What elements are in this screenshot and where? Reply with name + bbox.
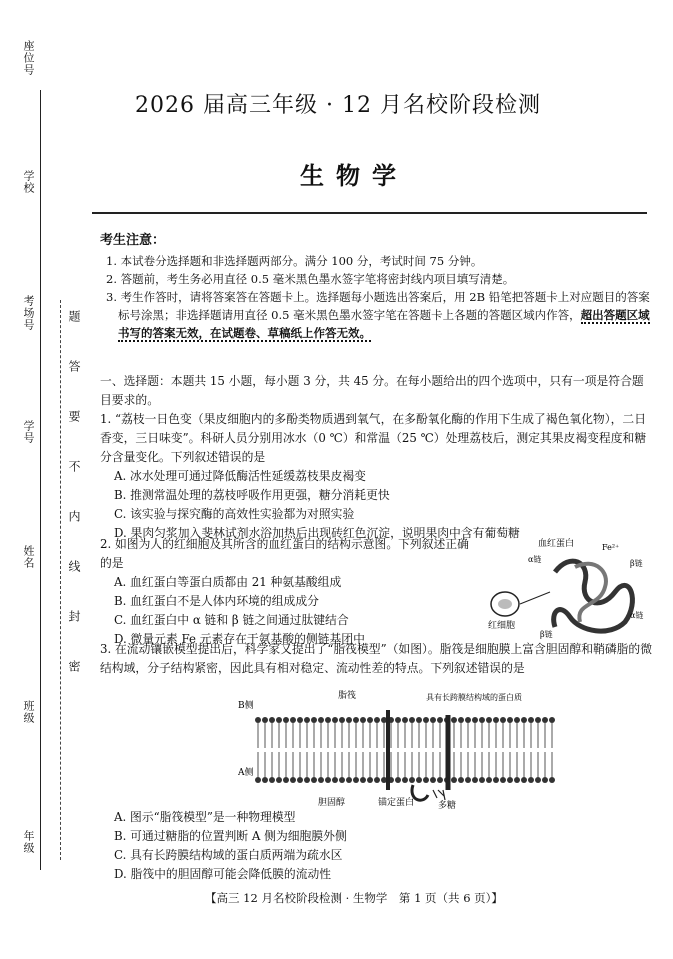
notes-heading: 考生注意： (100, 233, 166, 248)
lipid-head (262, 777, 268, 783)
question-3-options (100, 808, 655, 884)
lipid-head (521, 777, 527, 783)
lipid-head (402, 717, 408, 723)
lipid-head (255, 717, 261, 723)
binding-line (40, 90, 41, 870)
zoom-line (520, 592, 550, 604)
beta-chain-label: β链 (630, 559, 643, 568)
lipid-head (297, 777, 303, 783)
seal-word: 要 (67, 410, 81, 422)
seal-word: 封 (67, 610, 81, 622)
lipid-head (416, 717, 422, 723)
option-d: D. 脂筏中的胆固醇可能会降低膜的流动性 (114, 867, 332, 881)
option-d: D. 果肉匀浆加入斐林试剂水浴加热后出现砖红色沉淀，说明果肉中含有葡萄糖 (114, 526, 520, 540)
seal-word: 不 (67, 460, 81, 472)
lipid-head (325, 777, 331, 783)
question-stem: 3. 在流动镶嵌模型提出后，科学家又提出了“脂筏模型”（如图）。脂筏是细胞膜上富含胆固醇和鞘磷脂的微结构域，分子结构紧密，因此具有相对稳定、流动性差的特点。下列叙述错误的是 (100, 642, 653, 675)
lipid-head (528, 777, 534, 783)
lipid-head (353, 777, 359, 783)
protein-chain (575, 564, 606, 622)
raft-label: 脂筏 (338, 691, 357, 701)
lipid-head (472, 777, 478, 783)
alpha-chain-label: α链 (630, 611, 644, 620)
lipid-head (479, 777, 485, 783)
lipid-head (486, 777, 492, 783)
lipid-head (360, 717, 366, 723)
lipid-head (514, 717, 520, 723)
lipid-head (283, 777, 289, 783)
lipid-head (269, 717, 275, 723)
lipid-head (493, 717, 499, 723)
lipid-head (500, 777, 506, 783)
option-c: C. 血红蛋白中 α 链和 β 链之间通过肽键结合 (114, 613, 349, 627)
lipid-head (290, 717, 296, 723)
page-footer: 【高三 12 月名校阶段检测 · 生物学 第 1 页（共 6 页）】 (205, 891, 503, 905)
option-b: B. 血红蛋白不是人体内环境的组成成分 (114, 594, 319, 608)
note-item: 1. 本试卷分选择题和非选择题两部分。满分 100 分，考试时间 75 分钟。 (106, 254, 483, 268)
option-b: B. 推测常温处理的荔枝呼吸作用更强，糖分消耗更快 (114, 488, 390, 502)
question-stem: 1. “荔枝一日色变（果皮细胞内的多酚类物质遇到氧气，在多酚氧化酶的作用下生成了褐色氧化物），二日香变，三日味变”。科研人员分别用冰水（0 ℃）和常温（25 ℃）处理荔枝后，测定其果皮褐变程度和糖分含量变化。下列叙述错误的是 (100, 412, 647, 464)
lipid-head (318, 777, 324, 783)
lipid-head (542, 777, 548, 783)
lipid-head (346, 717, 352, 723)
lipid-head (437, 717, 443, 723)
section-heading (100, 372, 655, 410)
lipid-head (339, 777, 345, 783)
grade-label: 年级 (22, 830, 35, 854)
lipid-head (311, 777, 317, 783)
lipid-head (514, 777, 520, 783)
option-a: A. 血红蛋白等蛋白质都由 21 种氨基酸组成 (114, 575, 342, 589)
seal-word: 答 (67, 360, 81, 372)
lipid-head (374, 717, 380, 723)
lipid-bilayer (255, 717, 555, 783)
option-b: B. 可通过糖脂的位置判断 A 侧为细胞膜外侧 (114, 829, 347, 843)
lipid-head (437, 777, 443, 783)
lipid-head (430, 717, 436, 723)
lipid-head (290, 777, 296, 783)
binding-strip (0, 0, 92, 959)
option-a: A. 图示“脂筏模型”是一种物理模型 (114, 810, 296, 824)
lipid-head (458, 777, 464, 783)
lipid-head (486, 717, 492, 723)
hemoglobin-label: 血红蛋白 (538, 539, 575, 549)
number-label: 学号 (22, 420, 35, 444)
rbc-label: 红细胞 (488, 621, 516, 631)
exam-room-label: 考场号 (22, 295, 35, 331)
class-label: 班级 (22, 700, 35, 724)
option-a: A. 冰水处理可通过降低酶活性延缓荔枝果皮褐变 (114, 469, 366, 483)
lipid-head (465, 717, 471, 723)
lipid-head (360, 777, 366, 783)
lipid-head (395, 717, 401, 723)
lipid-head (332, 777, 338, 783)
lipid-head (507, 717, 513, 723)
lipid-head (451, 717, 457, 723)
question-2 (100, 535, 480, 649)
cholesterol-label: 胆固醇 (318, 798, 346, 808)
alpha-chain-label: α链 (528, 555, 542, 564)
beta-chain-label: β链 (540, 630, 553, 639)
lipid-head (535, 777, 541, 783)
note-item: 2. 答题前，考生务必用直径 0.5 毫米黑色墨水签字笔将密封线内项目填写清楚。 (106, 272, 515, 286)
lipid-head (318, 717, 324, 723)
lipid-head (332, 717, 338, 723)
lipid-head (535, 717, 541, 723)
red-blood-cell-center (498, 599, 512, 609)
lipid-head (528, 717, 534, 723)
polysaccharide-label: 多糖 (438, 801, 457, 810)
lipid-head (458, 717, 464, 723)
lipid-head (395, 777, 401, 783)
hemoglobin-figure (480, 532, 655, 647)
lipid-head (339, 717, 345, 723)
lipid-head (549, 717, 555, 723)
subject-title: 生物学 (300, 161, 408, 190)
lipid-head (269, 777, 275, 783)
lipid-head (423, 717, 429, 723)
section-text: 一、选择题：本题共 15 小题，每小题 3 分，共 45 分。在每小题给出的四个选项中，只有一项是符合题目要求的。 (100, 374, 644, 407)
option-c: C. 具有长跨膜结构域的蛋白质两端为疏水区 (114, 848, 343, 862)
seal-word: 内 (67, 510, 81, 522)
lipid-head (353, 717, 359, 723)
exam-notes (100, 232, 655, 342)
option-d: D. 微量元素 Fe 元素存在于氨基酸的侧链基团中 (114, 632, 365, 646)
lipid-head (283, 717, 289, 723)
lipid-head (276, 717, 282, 723)
anchor-protein (412, 785, 428, 800)
lipid-raft-figure (238, 690, 558, 810)
hemoglobin-diagram (480, 532, 655, 647)
lipid-head (367, 717, 373, 723)
polysaccharide (433, 790, 445, 800)
seat-label: 座位号 (22, 40, 35, 76)
lipid-head (276, 777, 282, 783)
lipid-head (451, 777, 457, 783)
lipid-head (472, 717, 478, 723)
lipid-head (297, 717, 303, 723)
page-title: 2026 届高三年级 · 12 月名校阶段检测 (135, 93, 541, 118)
question-3 (100, 640, 655, 678)
side-a-label: A侧 (238, 768, 254, 778)
note-item-text: 3. 考生作答时，请将答案答在答题卡上。选择题每小题选出答案后，用 2B 铅笔把答题卡上对应题目的答案标号涂黑；非选择题请用直径 0.5 毫米黑色墨水签字笔在答题卡上各题的答题区域内作答， (106, 290, 650, 322)
lipid-head (325, 717, 331, 723)
lipid-head (542, 717, 548, 723)
seal-word: 题 (67, 310, 81, 322)
question-1 (100, 410, 655, 543)
lipid-head (479, 717, 485, 723)
lipid-head (255, 777, 261, 783)
lipid-raft-diagram (238, 690, 558, 810)
note-emphasis: 超出答题区域书写的答案无效，在试题卷、草稿纸上作答无效。 (118, 308, 650, 340)
lipid-head (416, 777, 422, 783)
lipid-head (549, 777, 555, 783)
lipid-head (304, 777, 310, 783)
lipid-head (465, 777, 471, 783)
lipid-head (423, 777, 429, 783)
lipid-head (409, 717, 415, 723)
lipid-head (374, 777, 380, 783)
name-label: 姓名 (22, 545, 35, 569)
lipid-head (493, 777, 499, 783)
side-b-label: B侧 (238, 701, 254, 711)
question-stem: 2. 如图为人的红细胞及其所含的血红蛋白的结构示意图。下列叙述正确的是 (100, 537, 469, 570)
lipid-head (500, 717, 506, 723)
lipid-head (311, 717, 317, 723)
long-domain-label: 具有长跨膜结构域的蛋白质 (426, 693, 522, 702)
note-item (100, 288, 655, 342)
seal-word: 密 (67, 660, 81, 672)
lipid-head (402, 777, 408, 783)
fe-label: Fe²⁺ (602, 543, 620, 552)
header-divider (92, 212, 647, 214)
lipid-head (346, 777, 352, 783)
lipid-head (409, 777, 415, 783)
option-c: C. 该实验与探究酶的高效性实验都为对照实验 (114, 507, 355, 521)
lipid-head (430, 777, 436, 783)
protein-chain (554, 561, 633, 631)
lipid-head (367, 777, 373, 783)
lipid-head (304, 717, 310, 723)
lipid-head (507, 777, 513, 783)
seal-word: 线 (67, 560, 81, 572)
lipid-head (521, 717, 527, 723)
seal-dashed-line (60, 300, 61, 860)
lipid-head (262, 717, 268, 723)
anchor-label: 锚定蛋白 (378, 798, 415, 808)
school-label: 学校 (22, 170, 35, 194)
